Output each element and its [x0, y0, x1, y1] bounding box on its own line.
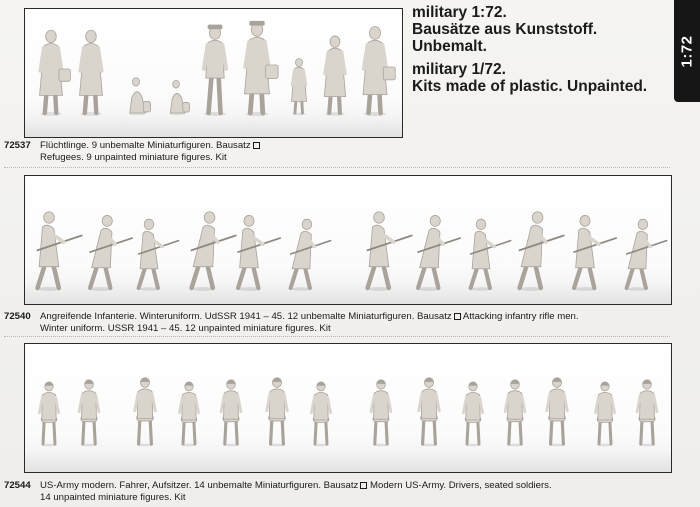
- section-divider: [4, 336, 670, 337]
- seated-soldier-figure: [547, 378, 567, 447]
- seated-soldier-figure: [267, 378, 287, 447]
- seated-soldier-figure: [463, 382, 482, 446]
- infantry-figure: [192, 212, 236, 291]
- product-title-en: Attacking infantry rifle men.: [462, 311, 579, 322]
- infantry-figure: [38, 212, 82, 291]
- header-subtitle-en: Kits made of plastic. Unpainted.: [412, 78, 648, 95]
- product-caption-72544: [4, 480, 674, 503]
- refugee-figure: [169, 80, 189, 115]
- seated-soldier-figure: [311, 382, 330, 446]
- product-title-en: Modern US-Army. Drivers, seated soldiers.: [370, 480, 552, 491]
- infantry-figure: [368, 212, 412, 291]
- product-number: 72537: [4, 140, 31, 151]
- infantry-figure: [291, 219, 331, 291]
- seated-soldier-figure: [79, 380, 99, 447]
- product-photo-refugees: [24, 8, 403, 138]
- refugee-figure: [204, 25, 226, 116]
- product-caption-72537: [4, 140, 424, 163]
- infantry-figure: [238, 215, 280, 290]
- section-header: [412, 4, 667, 95]
- product-description-en: Refugees. 9 unpainted miniature figures. Kit: [40, 151, 227, 163]
- seated-soldier-figure: [371, 380, 391, 447]
- product-description-de: Angreifende Infanterie. Winteruniform. UdSSR 1941 – 45. 12 unbemalte Miniaturfiguren. Bausatz: [40, 311, 452, 322]
- seated-soldier-figure: [595, 382, 614, 446]
- refugee-figures: [25, 9, 402, 137]
- product-caption-72540: [4, 311, 674, 334]
- kit-checkbox-icon: [253, 142, 260, 149]
- seated-soldier-figure: [179, 382, 198, 446]
- infantry-figures: [25, 176, 671, 304]
- refugee-figure: [363, 27, 395, 117]
- product-number: 72544: [4, 480, 31, 491]
- product-description-en: 14 unpainted miniature figures. Kit: [40, 491, 186, 503]
- seated-soldier-figure: [135, 378, 155, 447]
- infantry-figure: [574, 215, 616, 290]
- infantry-figure: [139, 219, 179, 291]
- refugee-figure: [80, 30, 103, 116]
- product-description-de: Flüchtlinge. 9 unbemalte Miniaturfiguren. Bausatz: [40, 140, 251, 151]
- infantry-figure: [90, 215, 132, 290]
- product-photo-seated-soldiers: [24, 343, 672, 473]
- seated-soldier-figure: [39, 382, 58, 446]
- header-title-de: military 1:72.: [412, 4, 507, 21]
- scale-tab: [674, 0, 700, 102]
- infantry-figure: [471, 219, 511, 291]
- header-subtitle-de: Bausätze aus Kunststoff. Unbemalt.: [412, 21, 598, 55]
- refugee-figure: [291, 58, 306, 115]
- product-description-en: Winter uniform. USSR 1941 – 45. 12 unpainted miniature figures. Kit: [40, 322, 331, 334]
- product-number: 72540: [4, 311, 31, 322]
- header-title-en: military 1/72.: [412, 61, 506, 78]
- seated-soldier-figure: [505, 380, 525, 447]
- refugee-figure: [129, 78, 151, 116]
- refugee-figure: [40, 30, 71, 116]
- seated-soldier-figure: [221, 380, 241, 447]
- seated-soldier-figures: [25, 344, 671, 472]
- kit-checkbox-icon: [454, 313, 461, 320]
- kit-checkbox-icon: [360, 482, 367, 489]
- seated-soldier-figure: [637, 380, 657, 447]
- seated-soldier-figure: [419, 378, 439, 447]
- refugee-figure: [245, 21, 279, 116]
- scale-tab-label: 1:72: [678, 34, 696, 68]
- refugee-figure: [324, 36, 345, 116]
- product-description-de: US-Army modern. Fahrer, Aufsitzer. 14 unbemalte Miniaturfiguren. Bausatz: [40, 480, 359, 491]
- product-photo-infantry: [24, 175, 672, 305]
- infantry-figure: [627, 219, 667, 291]
- section-divider: [4, 167, 670, 168]
- infantry-figure: [520, 212, 564, 291]
- infantry-figure: [418, 215, 460, 290]
